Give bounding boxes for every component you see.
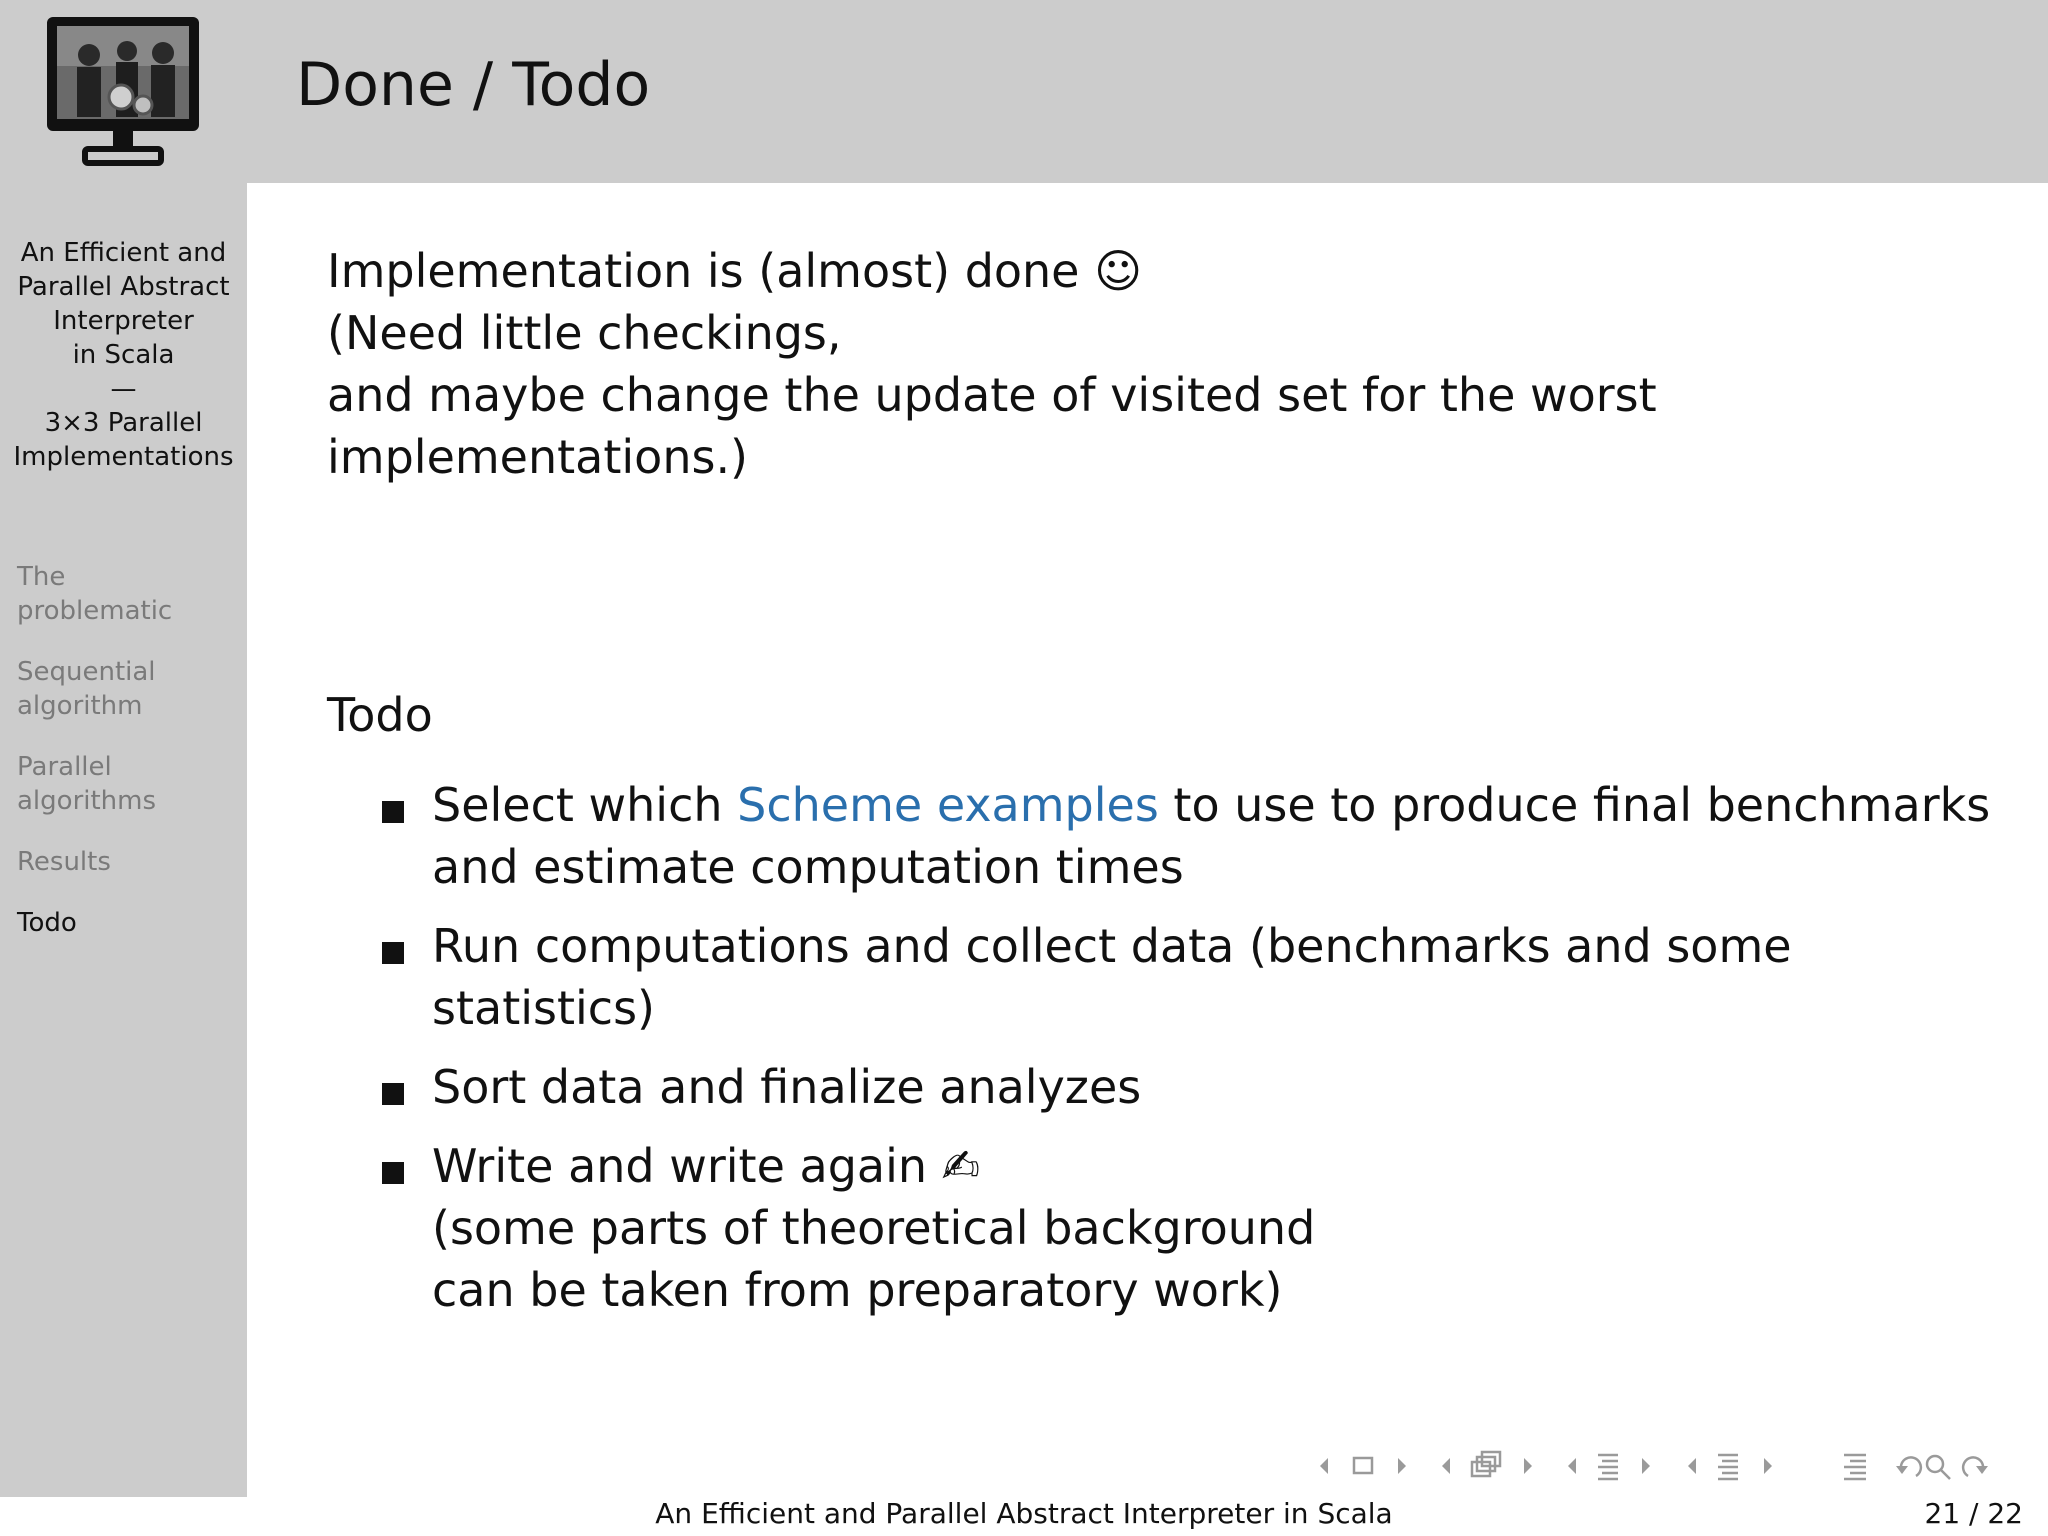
list-item xyxy=(380,915,2020,1039)
square-bullet-icon xyxy=(382,801,404,823)
sidebar-document-title xyxy=(0,236,247,474)
todo-text: Select which xyxy=(432,778,738,832)
done-line: and maybe change the update of visited set for the worst implementations.) xyxy=(327,368,1657,484)
beamer-navigation-bar xyxy=(1310,1446,2010,1486)
square-bullet-icon xyxy=(382,1162,404,1184)
nav-frame-icon[interactable] xyxy=(1320,1458,1406,1474)
sidebar-subtitle-line: Implementations xyxy=(13,442,234,472)
list-item xyxy=(380,1056,2020,1118)
todo-list xyxy=(380,774,2020,1338)
sidebar-item-parallel-algorithms[interactable]: Parallel algorithms xyxy=(17,752,157,816)
sidebar-title-line: Parallel Abstract xyxy=(17,272,230,302)
square-bullet-icon xyxy=(382,1083,404,1105)
page-number: 21 / 22 xyxy=(1924,1497,2023,1530)
nav-section-icon[interactable] xyxy=(1568,1455,1650,1479)
done-line: Implementation is (almost) done ☺ xyxy=(327,244,1143,298)
done-line: (Need little checkings, xyxy=(327,306,842,360)
frame-title: Done / Todo xyxy=(296,50,651,120)
sidebar-item-todo[interactable]: Todo xyxy=(17,908,77,938)
todo-text: Run computations and collect data (benchmarks and some statistics) xyxy=(432,919,1792,1035)
todo-text: (some parts of theoretical background xyxy=(432,1201,1316,1255)
sidebar-item-the-problematic[interactable]: The problematic xyxy=(17,562,173,626)
todo-heading: Todo xyxy=(327,688,433,742)
list-item xyxy=(380,774,2020,898)
sidebar-title-line: in Scala xyxy=(72,340,175,370)
nav-presentation-icon[interactable] xyxy=(1688,1455,1772,1479)
todo-text: Write and write again ✍ xyxy=(432,1139,981,1193)
section-navigation xyxy=(17,560,242,967)
sidebar-title-line: Interpreter xyxy=(53,306,194,336)
todo-text: Sort data and finalize analyzes xyxy=(432,1060,1142,1114)
sidebar-item-sequential-algorithm[interactable]: Sequential algorithm xyxy=(17,657,156,721)
footer-title: An Efficient and Parallel Abstract Interpreter in Scala xyxy=(655,1497,1393,1530)
list-item xyxy=(380,1135,2020,1321)
search-icon[interactable] xyxy=(1927,1456,1950,1479)
todo-text: to use to produce final benchmarks xyxy=(1158,778,1991,832)
todo-text: and estimate computation times xyxy=(432,840,1184,894)
sidebar-title-separator: — xyxy=(110,374,137,404)
redo-icon[interactable] xyxy=(1963,1457,1988,1476)
scheme-examples-link[interactable]: Scheme examples xyxy=(737,778,1159,832)
nav-subsection-icon[interactable] xyxy=(1442,1452,1532,1476)
monitor-logo-icon xyxy=(47,17,199,167)
sidebar-title-line: An Efficient and xyxy=(20,238,227,268)
todo-text: can be taken from preparatory work) xyxy=(432,1263,1283,1317)
square-bullet-icon xyxy=(382,942,404,964)
nav-outline-icon[interactable] xyxy=(1844,1455,1866,1479)
undo-icon[interactable] xyxy=(1896,1457,1921,1476)
sidebar-item-results[interactable]: Results xyxy=(17,847,111,877)
sidebar-subtitle-line: 3×3 Parallel xyxy=(44,408,203,438)
done-block xyxy=(327,240,2027,488)
